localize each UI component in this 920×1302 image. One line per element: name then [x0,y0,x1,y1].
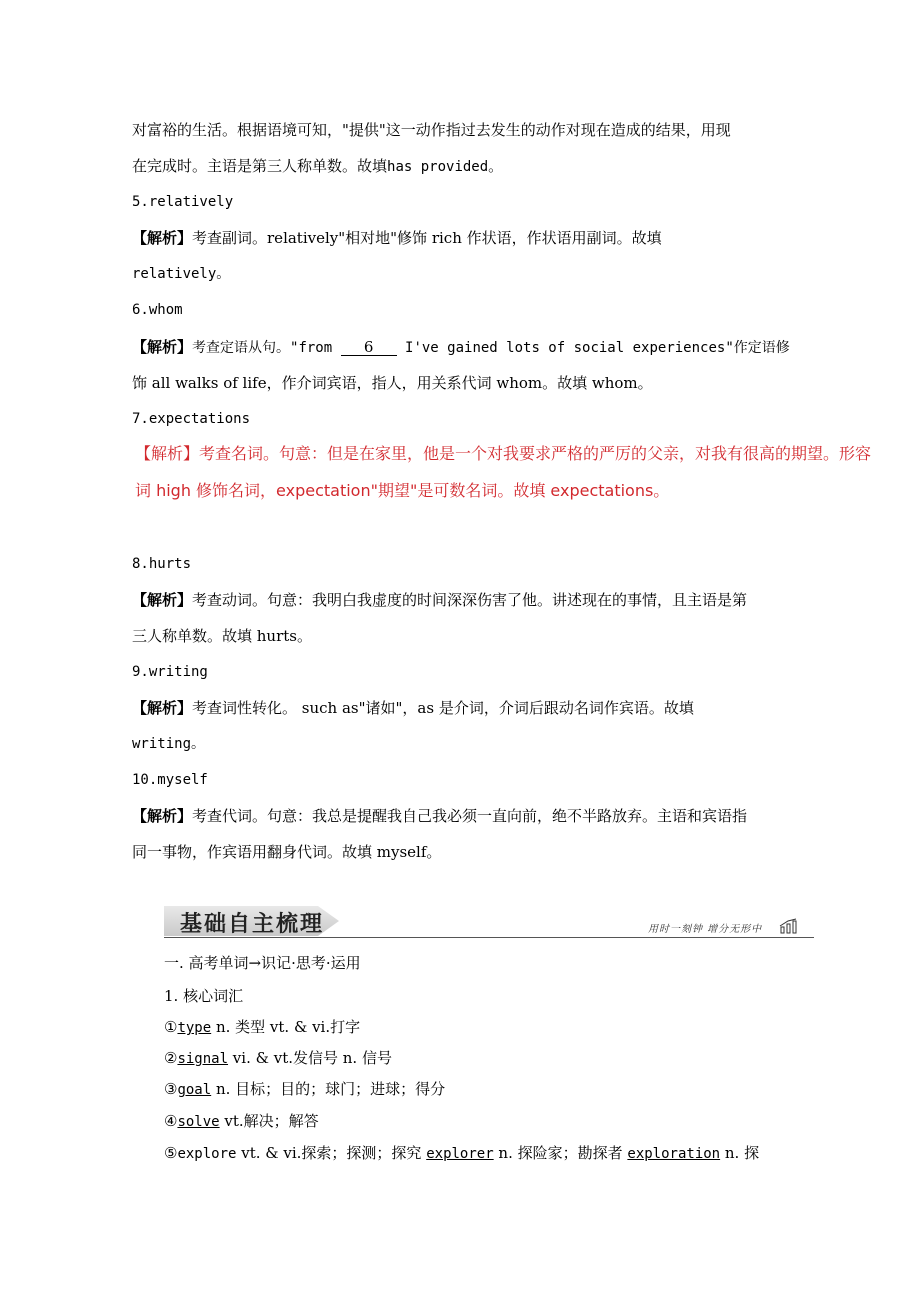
explanation-text: 考查副词。relatively"相对地"修饰 rich 作状语，作状语用副词。故填 [192,229,662,247]
vocab-definition: n. 目标；目的；球门；进球；得分 [211,1080,446,1098]
section-banner [164,906,816,940]
text-segment: 。 [488,157,504,175]
highlighted-explanation: 【解析】考查名词。句意：但是在家里，他是一个对我要求严格的严厉的父亲，对我有很高的期望。形容 [135,444,872,463]
explanation-line: 同一事物，作宾语用翻身代词。故填 myself。 [132,843,442,861]
vocab-definition: vt.解决；解答 [219,1112,319,1130]
text-line [132,156,503,177]
item-number: ② [164,1049,178,1067]
vocab-word: signal [177,1051,229,1067]
item-number: ④ [164,1112,178,1130]
vocab-word: solve [177,1114,220,1130]
explanation-tag: 【解析】 [132,807,193,825]
explanation-tag: 【解析】 [132,338,193,356]
explanation-line [132,806,747,826]
derived-word: exploration [627,1146,721,1162]
derived-word: explorer [426,1146,494,1162]
explanation-line [132,698,694,718]
answer-text: has provided [387,159,489,175]
explanation-text: 考查词性转化。 such as"诸如"，as 是介词，介词后跟动名词作宾语。故填 [192,699,694,717]
vocab-word: explore [177,1146,237,1162]
blank-number: 6 [341,339,397,356]
item-number: ③ [164,1080,178,1098]
banner-rule [164,937,814,938]
explanation-tag: 【解析】 [132,591,193,609]
subsection-heading: 1. 核心词汇 [164,987,244,1005]
explanation-tag: 【解析】 [132,229,193,247]
section-heading: 一. 高考单词→识记·思考·运用 [164,954,361,972]
vocab-word: type [177,1020,212,1036]
explanation-text: 考查定语从句。"from [192,340,341,356]
item-number: ⑤ [164,1144,178,1162]
highlighted-explanation: 词 high 修饰名词，expectation"期望"是可数名词。故填 expectations。 [135,481,670,500]
explanation-text: 考查动词。句意：我明白我虚度的时间深深伤害了他。讲述现在的事情，且主语是第 [192,591,748,609]
vocab-definition: vi. & vt.发信号 n. 信号 [228,1049,392,1067]
vocab-definition: vt. & vi.探索；探测；探究 [236,1144,427,1162]
vocab-item [164,1111,319,1132]
answer-number: 10.myself [132,772,208,788]
explanation-line: 饰 all walks of life，作介词宾语，指人，用关系代词 whom。故填 whom。 [132,374,653,392]
vocab-definition: n. 探 [720,1144,760,1162]
answer-number: 6.whom [132,302,183,318]
vocab-definition: n. 探险家；勘探者 [493,1144,628,1162]
explanation-text: I've gained lots of social experiences"作定语修 [396,340,790,356]
explanation-tag: 【解析】 [132,699,193,717]
answer-number: 7.expectations [132,411,251,427]
vocab-item [164,1017,360,1038]
vocab-item [164,1143,759,1164]
answer-number: 5.relatively [132,194,234,210]
explanation-line: relatively。 [132,266,231,282]
answer-number: 8.hurts [132,556,192,572]
explanation-line: writing。 [132,736,206,752]
banner-title: 基础自主梳理 [180,911,325,937]
text-segment: 在完成时。主语是第三人称单数。故填 [132,157,388,175]
explanation-line [132,228,662,248]
answer-number: 9.writing [132,664,208,680]
vocab-word: goal [177,1082,212,1098]
explanation-line: 三人称单数。故填 hurts。 [132,627,312,645]
banner-slogan: 用时一刻钟 增分无形中 [648,924,763,935]
explanation-text: 考查代词。句意：我总是提醒我自己我必须一直向前，绝不半路放弃。主语和宾语指 [192,807,748,825]
explanation-line [132,337,790,358]
vocab-item [164,1048,392,1069]
vocab-definition: n. 类型 vt. & vi.打字 [211,1018,361,1036]
item-number: ① [164,1018,178,1036]
text-line: 对富裕的生活。根据语境可知，"提供"这一动作指过去发生的动作对现在造成的结果，用现 [132,121,731,139]
explanation-line [132,590,747,610]
vocab-item [164,1079,445,1100]
bar-chart-icon [779,918,799,934]
